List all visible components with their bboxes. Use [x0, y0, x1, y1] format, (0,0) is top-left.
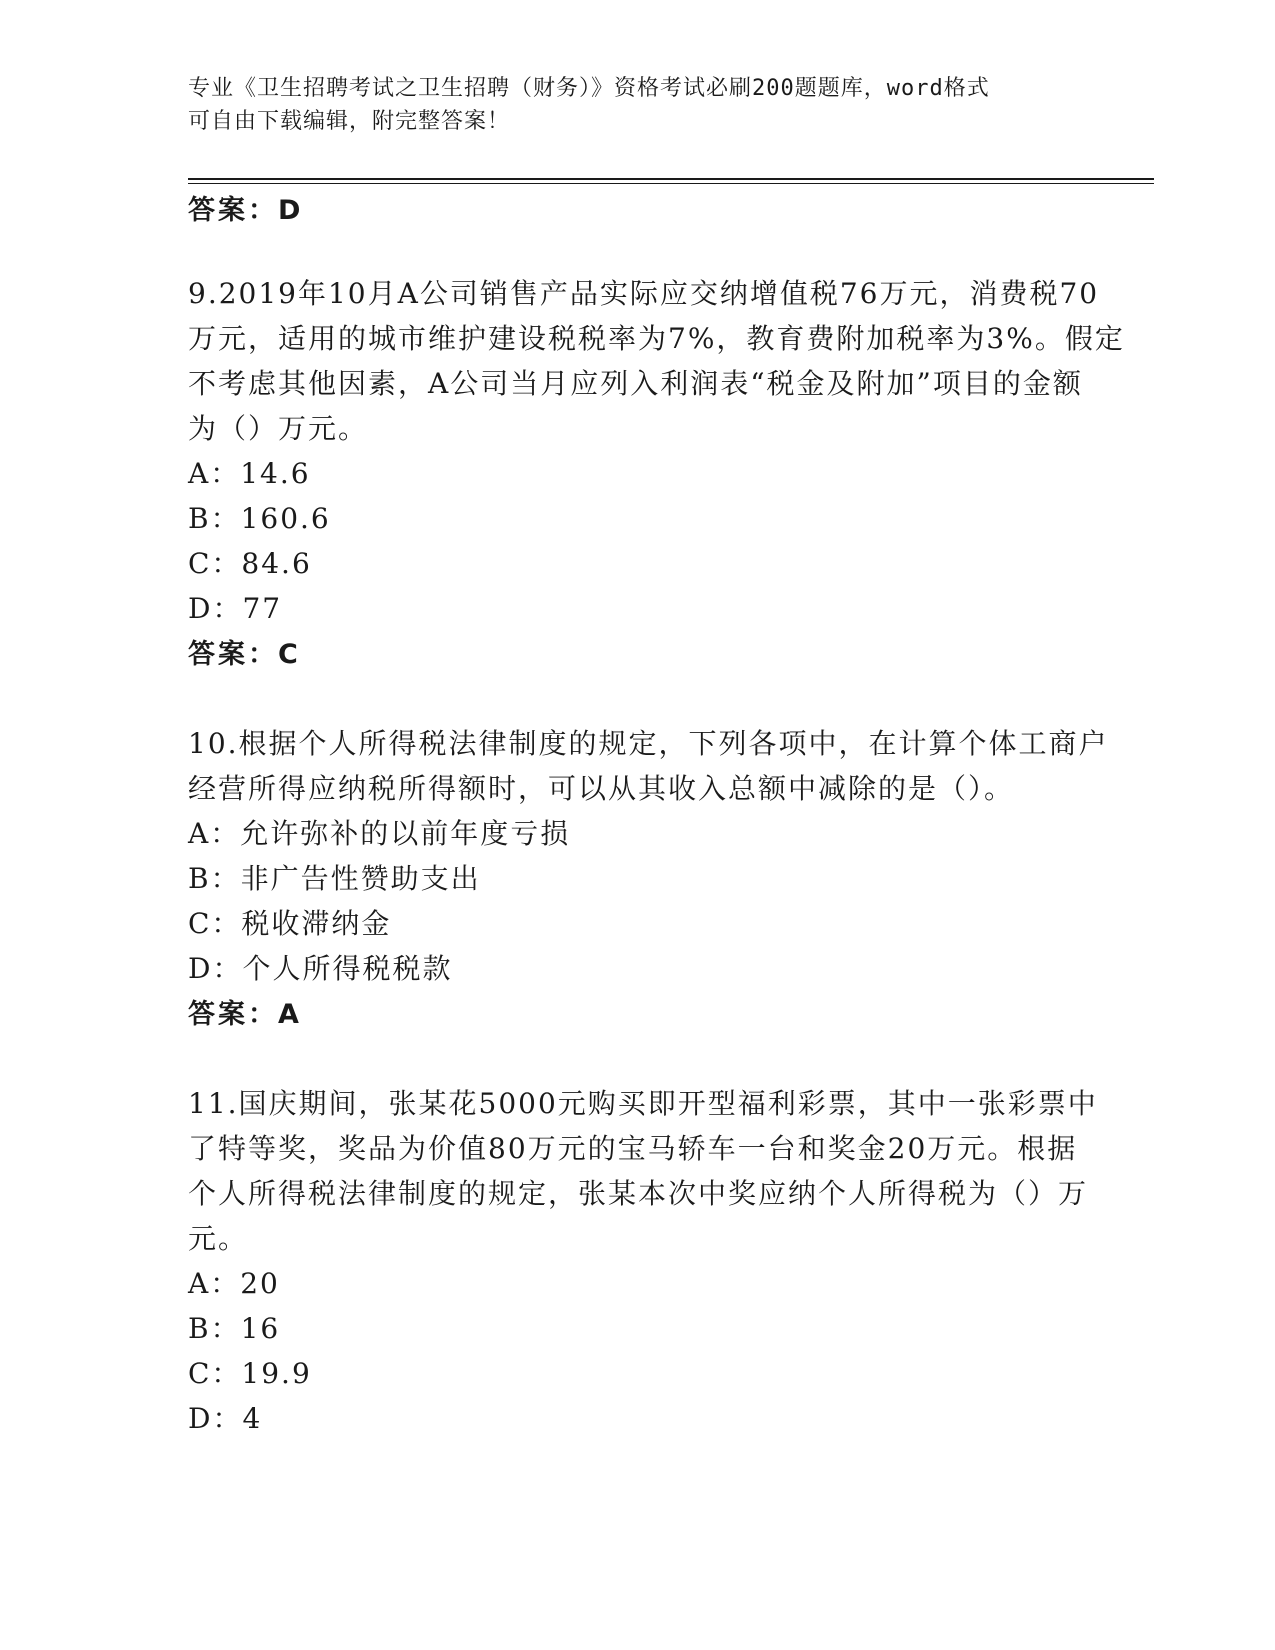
question-9-answer: 答案：C [188, 639, 301, 670]
question-9-stem-3: 不考虑其他因素，A公司当月应列入利润表“税金及附加”项目的金额 [188, 367, 1083, 400]
question-9-option-a: A：14.6 [188, 457, 311, 490]
question-11-stem-2: 了特等奖，奖品为价值80万元的宝马轿车一台和奖金20万元。根据 [188, 1132, 1078, 1165]
question-11-option-c: C：19.9 [188, 1357, 312, 1390]
document-header [188, 72, 1088, 138]
answer-line: 答案：D [188, 195, 304, 226]
question-11-option-d: D：4 [188, 1402, 263, 1435]
header-line-1: 专业《卫生招聘考试之卫生招聘（财务）》资格考试必刷200题题库，word格式 [188, 76, 990, 101]
header-line-2: 可自由下载编辑，附完整答案！ [188, 109, 511, 134]
question-10-option-d: D：个人所得税税款 [188, 952, 453, 985]
question-9-option-d: D：77 [188, 592, 283, 625]
question-11-stem-1: 11.国庆期间，张某花5000元购买即开型福利彩票，其中一张彩票中 [188, 1087, 1098, 1120]
question-9-stem-1: 9.2019年10月A公司销售产品实际应交纳增值税76万元，消费税70 [188, 277, 1100, 310]
question-11-stem-4: 元。 [188, 1222, 249, 1255]
question-9-stem-2: 万元，适用的城市维护建设税税率为7%，教育费附加税率为3%。假定 [188, 322, 1125, 355]
question-9-option-c: C：84.6 [188, 547, 312, 580]
question-9-option-b: B：160.6 [188, 502, 331, 535]
question-11-option-b: B：16 [188, 1312, 281, 1345]
question-11-stem-3: 个人所得税法律制度的规定，张某本次中奖应纳个人所得税为（）万 [188, 1177, 1089, 1210]
header-rule [188, 178, 1154, 180]
question-10-option-c: C：税收滞纳金 [188, 907, 392, 940]
question-10-stem-1: 10.根据个人所得税法律制度的规定，下列各项中，在计算个体工商户 [188, 727, 1109, 760]
question-10-option-a: A：允许弥补的以前年度亏损 [188, 817, 571, 850]
question-9-stem-4: 为（）万元。 [188, 412, 369, 445]
question-10-stem-2: 经营所得应纳税所得额时，可以从其收入总额中减除的是（）。 [188, 772, 1015, 805]
question-11-option-a: A：20 [188, 1267, 280, 1300]
header-rule-thin [188, 183, 1154, 184]
question-10-option-b: B：非广告性赞助支出 [188, 862, 481, 895]
question-10-answer: 答案：A [188, 999, 302, 1030]
